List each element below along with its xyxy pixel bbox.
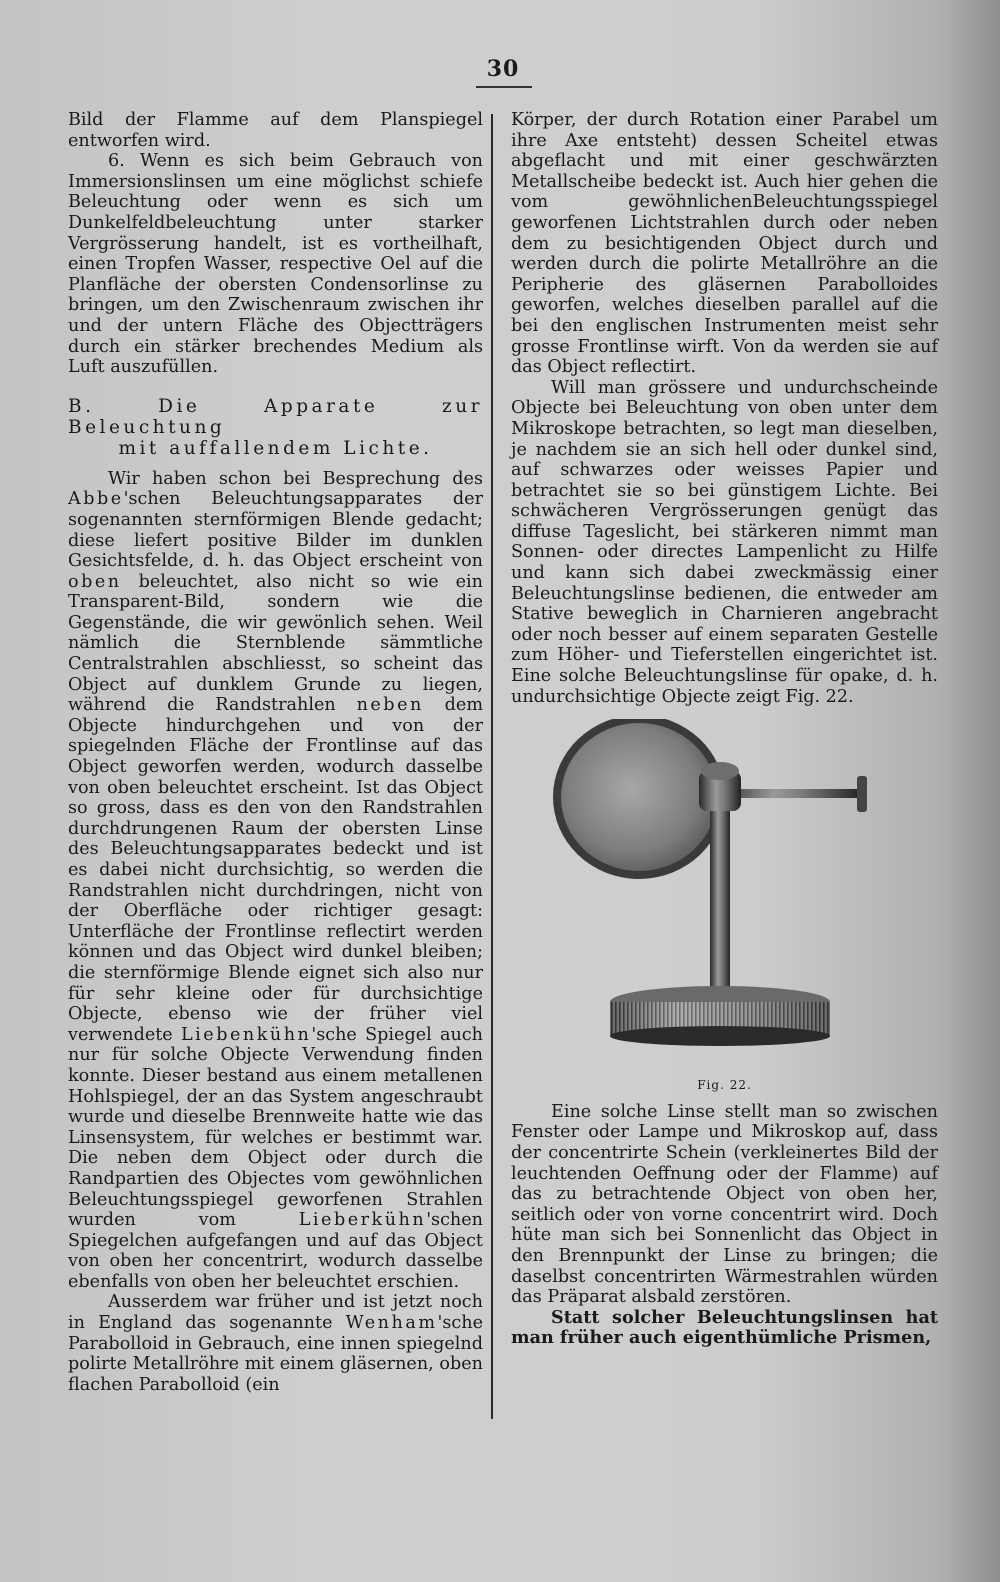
paragraph — [68, 469, 483, 1293]
base-bottom — [610, 1026, 830, 1046]
paragraph: Körper, der durch Rotation einer Parabel um ihre Axe entsteht) dessen Scheitel etwas abgeflacht und mit einer geschwärzten Metallscheibe bedeckt ist. Auch hier gehen die vom gewöhnlichenBeleuchtungsspiegel geworfenen Lichtstrahlen durch oder neben dem zu besichtigenden Object durch und werden durch die polirte Metallröhre an die Peripherie des gläsernen Parabolloides geworfen, welches dieselben parallel auf die bei den englischen Instrumenten meist sehr grosse Frontlinse wirft. Von da werden sie auf das Object reflectirt. — [511, 110, 938, 378]
spaced-word: neben — [356, 695, 424, 716]
text-run: beleuchtet, also nicht so wie ein Transparent-Bild, sondern wie die Gegenstände, die wir gewönlich sehen. Weil nämlich die Sternblende sämmtliche Centralstrahlen abschliesst, so scheint das Object auf dunklem Grunde zu liegen, während die Randstrahlen — [68, 571, 483, 716]
text-run: dem Objecte hindurchgehen und von der spiegelnden Fläche der Frontlinse auf das Object geworfen werden, wodurch dasselbe von oben beleuchtet erscheint. Ist das Object so gross, dass es den von den Randstrahlen durchdrungenen Raum der obersten Linse des Beleuchtungsapparates bedeckt und ist es dabei nicht durchsichtig, so werden die Randstrahlen nicht durchdringen, nicht von der Oberfläche oder richtiger gesagt: Unterfläche der Frontlinse reflectirt werden können und das Object wird dunkel bleiben; die sternförmige Blende eignet sich also nur für sehr kleine oder für durchsichtige Objecte, ebenso wie der früher viel verwendete — [68, 695, 484, 1045]
paragraph: Statt solcher Beleuchtungslinsen hat man früher auch eigenthümliche Prismen, — [511, 1306, 938, 1349]
section-heading-line2: mit auffallendem Lichte. — [118, 437, 433, 459]
text-run: Wir haben schon bei Besprechung des — [108, 468, 483, 489]
paragraph — [68, 1292, 483, 1395]
arm-knob — [857, 776, 867, 812]
stand-pole — [710, 811, 730, 1001]
paragraph: Will man grössere und undurchscheinde Objecte bei Beleuchtung von oben unter dem Mikroskope betrachten, so legt man dieselben, je nachdem sie an sich hell oder dunkel sind, auf schwarzes oder weisses Papier und betrachtet sie so bei günstigem Lichte. Bei schwächeren Vergrösserungen genügt das diffuse Tageslicht, bei stärkeren nimmt man Sonnen- oder directes Lampenlicht zu Hilfe und kann sich dabei zweckmässig einer Beleuchtungslinse bedienen, die entweder am Stative beweglich in Charnieren angebracht oder noch besser auf einem separaten Gestelle zum Höher- und Tieferstellen eingerichtet ist. Eine solche Beleuchtungslinse für opake, d. h. undurchsichtige Objecte zeigt Fig. 22. — [511, 377, 938, 707]
text-run: 'sche Spiegel auch nur für solche Objecte Verwendung finden konnte. Dieser bestand aus einem metallenen Hohlspiegel, der an das System angeschraubt wurde und dieselbe Brennweite hatte wie das Linsensystem, für welches er bestimmt war. Die neben dem Object oder durch die Randpartien des Objectes vom gewöhnlichen Beleuchtungsspiegel geworfenen Strahlen wurden vom — [68, 1024, 483, 1231]
spaced-name: Abbe — [68, 489, 124, 510]
text-run: 'schen Spiegelchen aufgefangen und auf das Object von oben her concentrirt, wodurch dasselbe ebenfalls von oben her beleuchtet erschien. — [68, 1210, 483, 1292]
spaced-word: oben — [68, 571, 122, 592]
text-run: 'sche Parabolloid in Gebrauch, eine innen spiegelnd polirte Metallröhre mit einem gläsernen, oben flachen Parabolloid (ein — [68, 1313, 483, 1395]
text-run: 'schen Beleuchtungsapparates der sogenannten sternförmigen Blende gedacht; diese liefert positive Bilder im dunklen Gesichtsfelde, d. h. das Object erscheint von — [68, 489, 483, 572]
column-divider — [491, 114, 493, 1419]
spaced-name: Liebenkühn — [180, 1024, 312, 1045]
spaced-name: Lieberkühn — [298, 1210, 427, 1231]
paragraph: Eine solche Linse stellt man so zwischen Fenster oder Lampe und Mikroskop auf, dass der concentrirte Schein (verkleinertes Bild der leuchtenden Oeffnung oder der Flamme) auf das zu betrachtende Object von oben her, seitlich oder von vorne concentrirt wird. Doch hüte man sich bei Sonnenlicht das Object in den Brennpunkt der Linse zu bringen; die daselbst concentrirten Wärmestrahlen würden das Präparat alsbald zerstören. — [511, 1101, 938, 1308]
lens-glass — [561, 723, 717, 871]
text-run: Ausserdem war früher und ist jetzt noch in England das sogenannte — [68, 1292, 483, 1334]
page-number-rule — [476, 86, 532, 88]
section-heading-line1: B. Die Apparate zur Beleuchtung — [68, 395, 483, 438]
clamp-top — [701, 762, 739, 780]
section-heading — [68, 396, 483, 459]
spaced-name: Wenham — [345, 1313, 438, 1334]
right-column — [511, 110, 938, 1349]
left-column — [68, 110, 483, 1395]
lens-on-stand-illustration — [511, 719, 938, 1069]
paragraph: Bild der Flamme auf dem Planspiegel entworfen wird. — [68, 110, 483, 151]
figure-caption: Fig. 22. — [697, 1078, 752, 1093]
figure — [511, 719, 938, 1069]
page-number: 30 — [486, 56, 520, 82]
paragraph: 6. Wenn es sich beim Gebrauch von Immersionslinsen um eine möglichst schiefe Beleuchtung oder wenn es sich um Dunkelfeldbeleuchtung unter starker Vergrösserung handelt, ist es vortheilhaft, einen Tropfen Wasser, respective Oel auf die Planfläche der obersten Condensorlinse zu bringen, um den Zwischenraum zwischen ihr und der untern Fläche des Objectträgers durch ein stärker brechendes Medium als Luft auszufüllen. — [68, 151, 483, 378]
